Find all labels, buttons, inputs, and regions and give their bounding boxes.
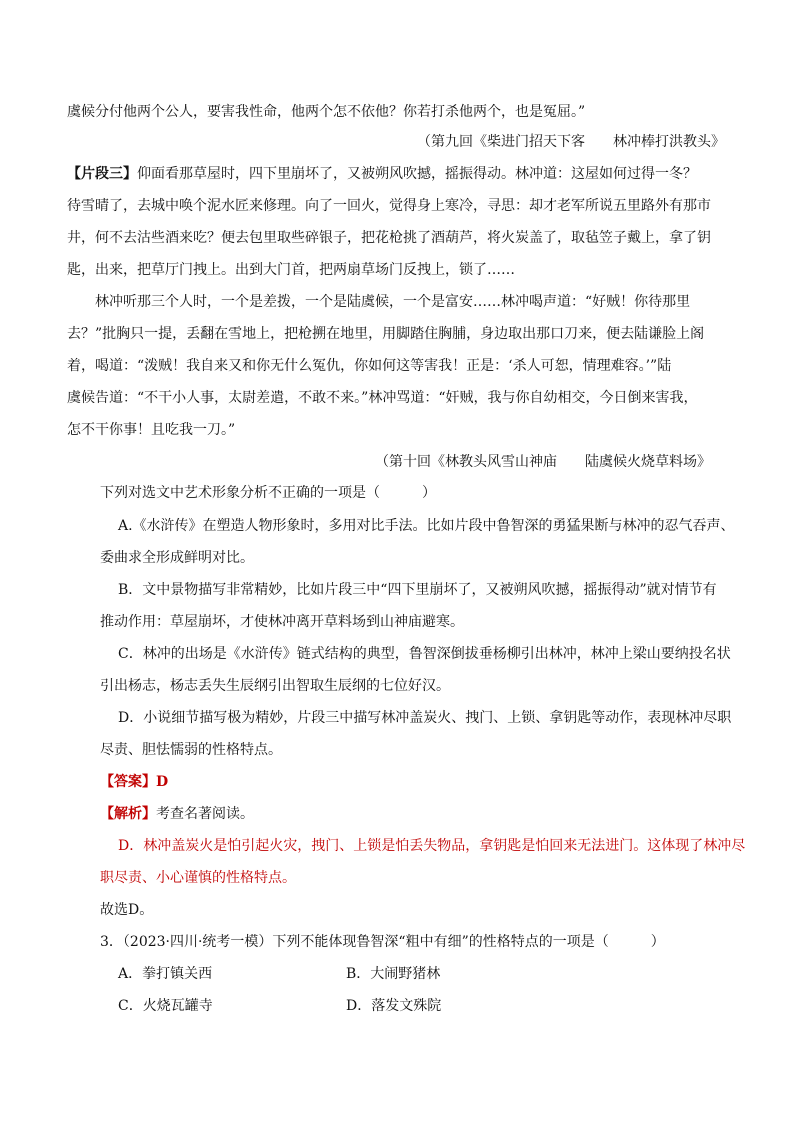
passage-line: 匙，出来，把草厅门拽上。出到大门首，把两扇草场门反拽上，锁了…… (67, 262, 515, 278)
answer-label: 【答案】 (100, 774, 156, 790)
passage-line (67, 165, 697, 183)
q3-option-a: A．拳打镇关西 (118, 966, 213, 982)
explanation-line: D．林冲盖炭火是怕引起火灾，拽门、上锁是怕丢失物品，拿钥匙是怕回来无法进门。这体现了林冲尽 (118, 838, 746, 854)
option-c: C．林冲的出场是《水浒传》链式结构的典型，鲁智深倒拔垂杨柳引出林冲，林冲上梁山要纳投名状 (118, 646, 731, 662)
source-citation: （第十回《林教头风雪山神庙 陆虞候火烧草料场》 (375, 454, 711, 470)
q3-option-c: C．火烧瓦罐寺 (118, 998, 213, 1014)
passage-line: 着，喝道：“泼贼！我自来又和你无什么冤仇，你如何这等害我！正是：‘杀人可恕，情理难容。’”陆 (67, 358, 672, 374)
passage-line: 去？”批胸只一提，丢翻在雪地上，把枪搠在地里，用脚踏住胸脯，身边取出那口刀来，便去陆谦脸上阁 (67, 326, 705, 342)
passage-line: 林冲听那三个人时，一个是差拨，一个是陆虞候，一个是富安……林冲喝声道：“好贼！你待那里 (95, 294, 691, 310)
answer-value: D (156, 774, 169, 790)
passage-line: 怎不干你事！且吃我一刀。” (67, 422, 236, 438)
passage-line: 虞候分付他两个公人，要害我性命，他两个怎不依他？你若打杀他两个，也是冤屈。” (67, 104, 586, 120)
conclusion: 故选D。 (100, 902, 154, 918)
explanation-line: 职尽责、小心谨慎的性格特点。 (100, 870, 296, 886)
passage-text: 仰面看那草屋时，四下里崩坏了，又被朔风吹撼，摇振得动。林冲道：这屋如何过得一冬？ (137, 166, 697, 182)
q3-option-d: D．落发文殊院 (346, 998, 442, 1014)
option-d-cont: 尽责、胆怯懦弱的性格特点。 (100, 742, 282, 758)
passage-line: 虞候告道：“不干小人事，太尉差遣，不敢不来。”林冲骂道：“奸贼，我与你自幼相交，今日倒来害我， (67, 390, 698, 406)
option-a: A.《水浒传》在塑造人物形象时，多用对比手法。比如片段中鲁智深的勇猛果断与林冲的忍气吞声、 (118, 518, 735, 534)
excerpt-label: 【片段三】 (67, 166, 137, 182)
option-c-cont: 引出杨志，杨志丢失生辰纲引出智取生辰纲的七位好汉。 (100, 678, 450, 694)
analysis-label: 【解析】 (100, 806, 156, 822)
analysis-text: 考查名著阅读。 (156, 806, 254, 822)
question-3-stem: 3．（2023·四川·统考一模）下列不能体现鲁智深“粗中有细”的性格特点的一项是（ ） (100, 934, 665, 950)
source-citation: （第九回《柴进门招天下客 林冲棒打洪教头》 (417, 134, 725, 150)
question-stem: 下列对选文中艺术形象分析不正确的一项是（ ） (100, 485, 436, 501)
option-a-cont: 委曲求全形成鲜明对比。 (100, 550, 254, 566)
q3-option-b: B．大闹野猪林 (346, 966, 441, 982)
option-b: B．文中景物描写非常精妙，比如片段三中“四下里崩坏了，又被朔风吹撼，摇振得动”就对情节有 (118, 582, 717, 598)
option-b-cont: 推动作用：草屋崩坏，才使林冲离开草料场到山神庙避寒。 (100, 614, 464, 630)
answer-row (100, 773, 168, 791)
analysis-row (100, 805, 254, 823)
passage-line: 待雪晴了，去城中唤个泥水匠来修理。向了一回火，觉得身上寒冷，寻思：却才老军所说五里路外有那市 (67, 198, 711, 214)
option-d: D．小说细节描写极为精妙，片段三中描写林冲盖炭火、拽门、上锁、拿钥匙等动作，表现林冲尽职 (118, 710, 732, 726)
passage-line: 井，何不去沽些酒来吃？便去包里取些碎银子，把花枪挑了酒葫芦，将火炭盖了，取毡笠子戴上，拿了钥 (67, 230, 711, 246)
